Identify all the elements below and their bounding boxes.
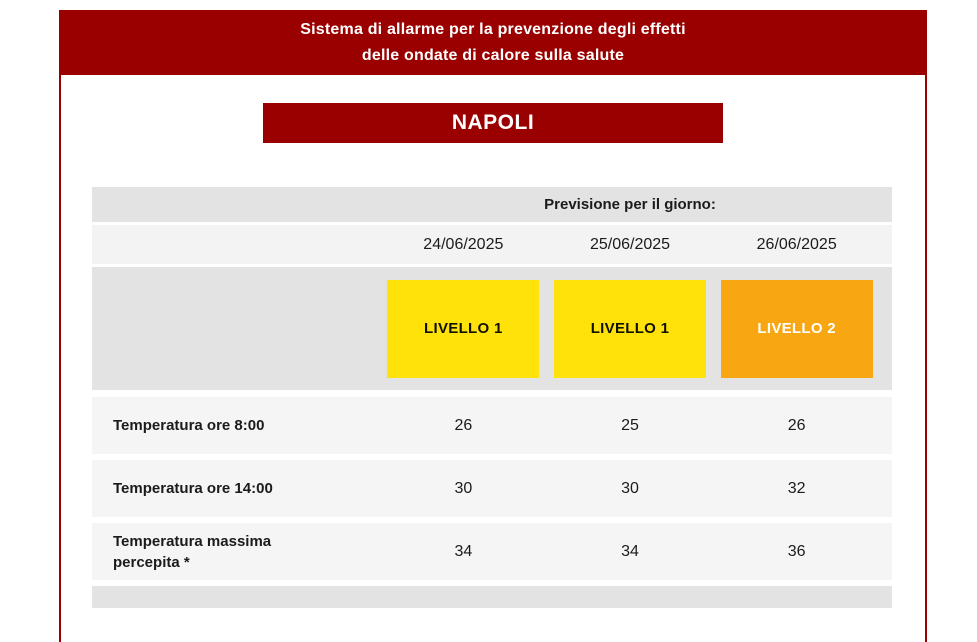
city-band bbox=[263, 103, 723, 143]
levels-row bbox=[92, 267, 892, 390]
temp-8-day-1: 26 bbox=[454, 416, 473, 434]
date-day-2: 25/06/2025 bbox=[589, 235, 671, 253]
header-banner bbox=[61, 10, 925, 75]
level-cell-day-3 bbox=[713, 280, 880, 378]
level-cell-day-2 bbox=[547, 280, 714, 378]
level-badge-day-1: LIVELLO 1 bbox=[387, 280, 539, 378]
row-label-temp-14: Temperatura ore 14:00 bbox=[113, 480, 273, 497]
forecast-header-label: Previsione per il giorno: bbox=[544, 196, 716, 213]
temp-max-day-3: 36 bbox=[787, 542, 806, 560]
row-label-temp-8: Temperatura ore 8:00 bbox=[113, 417, 265, 434]
temp-14-day-2: 30 bbox=[621, 479, 639, 497]
level-badge-day-3: LIVELLO 2 bbox=[721, 280, 873, 378]
table-row-temp-8 bbox=[92, 397, 892, 454]
forecast-header-row bbox=[92, 187, 892, 222]
date-day-1: 24/06/2025 bbox=[423, 235, 504, 253]
row-label-temp-max: Temperatura massima percepita * bbox=[113, 532, 272, 571]
table-footer-strip bbox=[92, 586, 892, 608]
header-title-line1: Sistema di allarme per la prevenzione degli effetti bbox=[300, 21, 686, 38]
temp-14-day-3: 32 bbox=[787, 479, 806, 497]
level-badge-day-2: LIVELLO 1 bbox=[554, 280, 706, 378]
temp-max-day-2: 34 bbox=[621, 542, 639, 560]
temp-8-day-2: 25 bbox=[621, 416, 639, 434]
temp-8-day-3: 26 bbox=[787, 416, 806, 434]
date-day-3: 26/06/2025 bbox=[756, 235, 837, 253]
table-row-temp-max bbox=[92, 523, 892, 580]
city-name: NAPOLI bbox=[451, 111, 535, 134]
header-title-line2: delle ondate di calore sulla salute bbox=[361, 47, 625, 64]
page-container bbox=[59, 10, 927, 642]
table-row-temp-14 bbox=[92, 460, 892, 517]
temp-14-day-1: 30 bbox=[454, 479, 473, 497]
dates-row bbox=[92, 225, 892, 264]
forecast-table bbox=[92, 187, 892, 608]
temp-max-day-1: 34 bbox=[454, 542, 473, 560]
level-cell-day-1 bbox=[380, 280, 547, 378]
